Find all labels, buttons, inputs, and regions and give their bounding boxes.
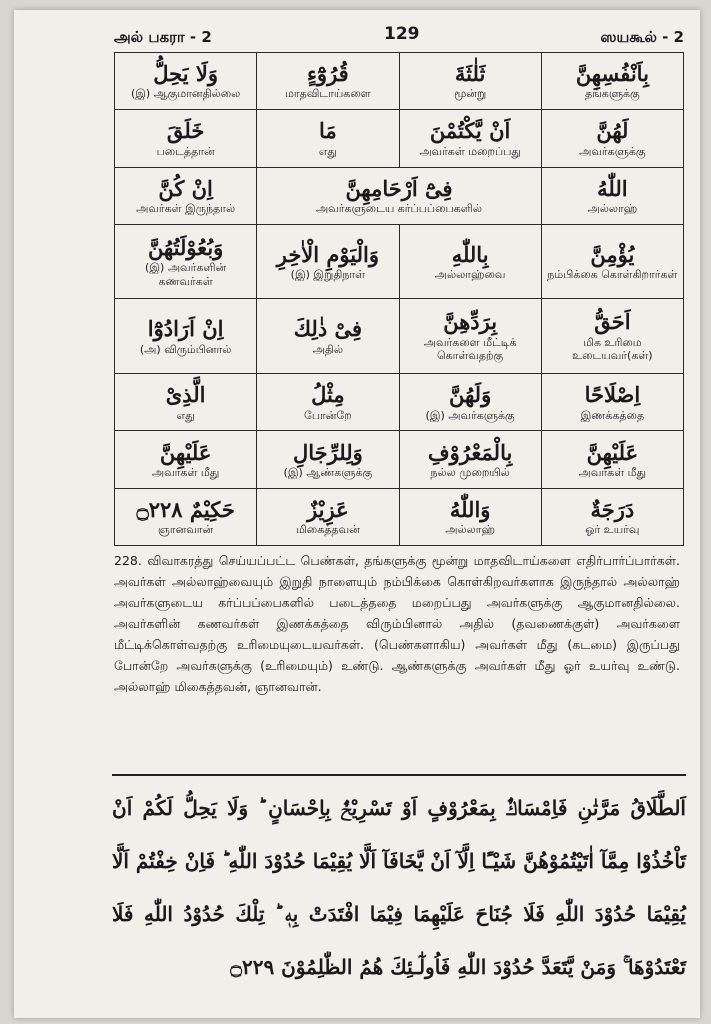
tamil-meaning: (அ) விரும்பினால் [139,342,232,356]
word-cell [541,374,683,431]
word-cell [257,53,399,110]
arabic-word: وَبُعُوْلَتُهُنَّ [147,234,224,260]
word-cell [399,53,541,110]
word-cell [399,488,541,545]
arabic-word: وَاللّٰهُ [449,496,491,522]
tamil-meaning: ஓர் உயர்வு [585,523,640,537]
arabic-word: مَا [319,118,337,144]
tamil-meaning: நம்பிக்கை கொள்கிறார்கள் [547,267,678,281]
arabic-word: عَلَيْهِنَّ [586,439,639,465]
arabic-word: بِاللّٰهِ [451,241,489,267]
table-row [115,431,684,488]
word-cell [541,167,683,224]
word-cell [257,299,399,374]
arabic-word: خَلَقَ [166,118,205,144]
arabic-word: حَكِيْمٌ ۝٢٢٨ [136,496,235,522]
arabic-word: بِالْمَعْرُوْفِ [427,439,513,465]
tamil-meaning: அவர்களை மீட்டிக் கொள்வதற்கு [423,335,517,363]
arabic-verse: اَلطَّلَاقُ مَرَّتٰنِ فَاِمْسَاكٌۢ بِمَعْرُوْفٍ اَوْ تَسْرِيْحٌۢ بِاِحْسَانٍ ؕ وَلَا يَحِلُّ لَكُمْ اَنْ تَاْخُذُوْا مِمَّآ اٰتَيْتُمُوْهُنَّ شَيْـًٔا اِلَّآ اَنْ يَّخَافَآ اَلَّا يُقِيْمَا حُدُوْدَ اللّٰهِ ؕ فَاِنْ خِفْتُمْ اَلَّا يُقِيْمَا حُدُوْدَ اللّٰهِ فَلَا جُنَاحَ عَلَيْهِمَا فِيْمَا افْتَدَتْ بِهٖ ؕ تِلْكَ حُدُوْدُ اللّٰهِ فَلَا تَعْتَدُوْهَا ۚ وَمَنْ يَّتَعَدَّ حُدُوْدَ اللّٰهِ فَاُولٰٓـئِكَ هُمُ الظّٰلِمُوْنَ ۝٢٢٩ [112,796,686,979]
tamil-meaning: (இ) ஆகுமானதில்லை [130,87,241,101]
table-row [115,110,684,167]
tamil-meaning: அல்லாஹ் [587,201,638,215]
word-cell [541,53,683,110]
table-row [115,167,684,224]
tamil-meaning: அல்லாஹ் [445,523,495,537]
tamil-meaning: அவர்களுடைய கர்ப்பப்பைகளில் [315,201,483,215]
tamil-meaning: அல்லாஹ்வை [434,267,506,281]
word-cell [399,224,541,299]
word-cell [257,167,542,224]
word-cell [115,53,257,110]
arabic-word: عَزِيْزٌ [307,496,349,522]
arabic-word: يُؤْمِنَّ [590,241,635,267]
arabic-word: اِنْ اَرَادُوْٓا [147,316,224,342]
tamil-meaning: ஞானவான் [158,523,214,537]
arabic-word: اِصْلَاحًا [584,382,641,408]
tamil-meaning: மூன்று [454,87,487,101]
word-cell [541,299,683,374]
tamil-meaning: அவர்கள் இருந்தால் [136,201,236,215]
tamil-meaning: மிகைத்தவன் [295,523,360,537]
arabic-word: فِىْٓ اَرْحَامِهِنَّ [345,175,453,201]
arabic-word: اَنْ يَّكْتُمْنَ [429,118,511,144]
word-cell [115,299,257,374]
table-row [115,374,684,431]
arabic-word: وَلَهُنَّ [449,382,492,408]
book-page [14,10,700,1018]
arabic-word: اَحَقُّ [594,309,631,335]
arabic-word: الَّذِىْ [165,382,206,408]
tamil-meaning: நல்ல முறையில் [430,465,510,479]
word-cell [115,488,257,545]
word-cell [399,431,541,488]
table-row [115,299,684,374]
tamil-meaning: அதில் [312,342,344,356]
arabic-word: اللّٰهُ [597,175,628,201]
arabic-word: قُرُوْٓءٍ [307,61,349,87]
arabic-word: لَهُنَّ [596,118,629,144]
word-cell [541,224,683,299]
table-row [115,53,684,110]
tamil-meaning: எது [318,144,337,158]
tamil-meaning: எது [176,408,195,422]
tamil-meaning: போன்றே [304,408,352,422]
word-cell [257,431,399,488]
tamil-meaning: அவர்கள் மறைப்பது [419,144,521,158]
arabic-word: عَلَيْهِنَّ [159,439,212,465]
word-cell [399,110,541,167]
arabic-word: وَلَا يَحِلُّ [153,61,218,87]
word-cell [115,224,257,299]
arabic-word: ثَلٰثَةَ [454,61,486,87]
arabic-word: اِنْ كُنَّ [158,175,213,201]
tamil-meaning: படைத்தான் [156,144,215,158]
arabic-word: بِرَدِّهِنَّ [443,309,498,335]
tamil-meaning: மிக உரிமை உடையவர்(கள்) [572,335,653,363]
tamil-meaning: (இ) ஆண்களுக்கு [283,465,373,479]
word-cell [115,431,257,488]
tamil-meaning: அவர்கள் மீது [578,465,647,479]
tamil-meaning: தங்களுக்கு [584,87,640,101]
page-number: 129 [384,24,420,44]
arabic-word: وَالْيَوْمِ الْاٰخِرِ [276,241,379,267]
arabic-word: دَرَجَةٌ [590,496,635,522]
arabic-word: وَلِلرِّجَالِ [293,439,363,465]
word-cell [541,110,683,167]
arabic-word: فِىْ ذٰلِكَ [293,316,363,342]
tamil-meaning: அவர்களுக்கு [579,144,646,158]
word-cell [257,110,399,167]
table-row [115,224,684,299]
table-row [115,488,684,545]
tamil-meaning: இணக்கத்தை [580,408,645,422]
translation-paragraph: 228. விவாகரத்து செய்யப்பட்ட பெண்கள், தங்களுக்கு மூன்று மாதவிடாய்களை எதிர்பார்ப்பார்கள். அவர்கள் அல்லாஹ்வையும் இறுதி நாளையும் நம்பிக்கை கொள்கிறவர்களாக இருந்தால் அல்லாஹ் அவர்களுடைய கர்ப்பப்பைகளில் படைத்ததை மறைப்பது அவர்களுக்கு ஆகுமானதில்லை. அவர்களின் கணவர்கள் இணக்கத்தை விரும்பினால் அதில் (தவணைக்குள்) அவர்களை மீட்டிக்கொள்வதற்கு உரிமையுடையவர்கள். (பெண்களாகிய) அவர்கள் மீது (கடமை) இருப்பது போன்றே அவர்களுக்கு (உரிமையும்) உண்டு. ஆண்களுக்கு அவர்கள் மீது ஓர் உயர்வு உண்டு. அல்லாஹ் மிகைத்தவன், ஞானவான். [114,553,680,694]
word-cell [257,224,399,299]
juz-title: ஸயகூல் - 2 [600,28,684,46]
word-cell [115,374,257,431]
tamil-meaning: (இ) அவர்களின் கணவர்கள் [145,260,227,288]
divider-line [112,774,686,776]
word-cell [257,488,399,545]
word-cell [399,299,541,374]
tamil-meaning: (இ) இறுதிநாள் [290,267,366,281]
tamil-meaning: அவர்கள் மீது [151,465,220,479]
tamil-meaning: (இ) அவர்களுக்கு [425,408,515,422]
arabic-word: بِاَنْفُسِهِنَّ [575,61,649,87]
word-cell [541,488,683,545]
tamil-meaning: மாதவிடாய்களை [285,87,371,101]
word-cell [399,374,541,431]
surah-title: அல் பகரா - 2 [114,28,212,46]
word-cell [115,110,257,167]
word-translation-table [114,52,684,546]
arabic-word: مِثْلُ [311,382,345,408]
word-cell [541,431,683,488]
word-cell [257,374,399,431]
page-header [114,24,684,48]
word-cell [115,167,257,224]
